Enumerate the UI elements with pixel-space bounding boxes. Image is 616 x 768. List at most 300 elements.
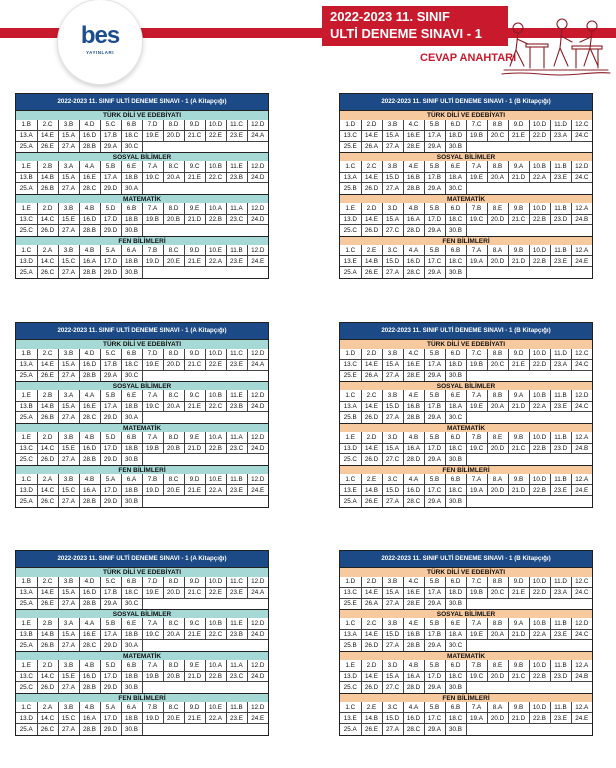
empty-cell — [529, 496, 550, 507]
answer-cell: 23.D — [550, 443, 571, 454]
answer-cell: 12.D — [247, 702, 268, 713]
answer-cell: 27.C — [382, 225, 403, 236]
answer-cell: 10.E — [205, 474, 226, 485]
answer-cell: 29.A — [424, 598, 445, 609]
answer-cell: 14.C — [37, 713, 58, 724]
answer-cell: 17.D — [100, 713, 121, 724]
answer-cell: 5.B — [424, 577, 445, 588]
answer-row — [16, 225, 268, 236]
answer-cell: 30.A — [121, 640, 142, 651]
answer-cell: 21.D — [508, 485, 529, 496]
answer-table — [16, 702, 268, 734]
answer-cell: 21.D — [184, 443, 205, 454]
answer-row — [340, 256, 592, 267]
answer-cell: 5.D — [100, 432, 121, 443]
empty-cell — [163, 370, 184, 381]
answer-row — [16, 496, 268, 507]
empty-cell — [487, 370, 508, 381]
answer-cell: 13.D — [340, 443, 361, 454]
answer-row — [16, 724, 268, 735]
title-exam-name: ULTİ DENEME SINAVI - 1 — [330, 26, 482, 41]
answer-cell: 4.C — [403, 349, 424, 360]
answer-cell: 8.B — [487, 390, 508, 401]
answer-row — [16, 660, 268, 671]
answer-cell: 24.C — [571, 130, 592, 141]
answer-cell: 25.C — [16, 225, 37, 236]
answer-cell: 7.C — [466, 577, 487, 588]
answer-cell: 15.A — [382, 587, 403, 598]
empty-cell — [205, 454, 226, 465]
empty-cell — [529, 225, 550, 236]
answer-cell: 16.A — [79, 485, 100, 496]
answer-cell: 28.E — [403, 598, 424, 609]
answer-cell: 10.D — [529, 245, 550, 256]
answer-cell: 18.B — [121, 629, 142, 640]
section-title: TÜRK DİLİ VE EDEBİYATI — [16, 110, 268, 120]
answer-cell: 6.D — [445, 660, 466, 671]
answer-cell: 3.B — [382, 120, 403, 131]
answer-cell: 25.A — [16, 141, 37, 152]
answer-table — [16, 203, 268, 235]
answer-cell: 28.B — [79, 454, 100, 465]
answer-cell: 7.C — [466, 349, 487, 360]
answer-cell: 14.E — [361, 443, 382, 454]
answer-cell: 3.B — [382, 161, 403, 172]
answer-cell: 4.B — [79, 432, 100, 443]
answer-cell: 20.C — [487, 359, 508, 370]
answer-cell: 2.D — [37, 203, 58, 214]
empty-cell — [466, 724, 487, 735]
answer-row — [16, 141, 268, 152]
empty-cell — [529, 412, 550, 423]
empty-cell — [184, 183, 205, 194]
answer-cell: 17.D — [100, 485, 121, 496]
empty-cell — [487, 496, 508, 507]
answer-cell: 4.A — [403, 702, 424, 713]
answer-cell: 18.B — [121, 256, 142, 267]
answer-cell: 2.E — [361, 245, 382, 256]
empty-cell — [550, 598, 571, 609]
answer-cell: 8.D — [163, 432, 184, 443]
answer-cell: 13.E — [340, 713, 361, 724]
answer-cell: 23.E — [226, 587, 247, 598]
answer-cell: 12.D — [247, 432, 268, 443]
answer-cell: 20.D — [487, 214, 508, 225]
answer-cell: 17.A — [100, 172, 121, 183]
answer-cell: 29.D — [100, 724, 121, 735]
answer-cell: 27.A — [382, 412, 403, 423]
answer-cell: 26.E — [361, 496, 382, 507]
answer-cell: 6.D — [445, 577, 466, 588]
answer-cell: 27.A — [382, 598, 403, 609]
answer-cell: 23.A — [550, 359, 571, 370]
answer-cell: 13.D — [340, 214, 361, 225]
answer-row — [16, 640, 268, 651]
empty-cell — [466, 412, 487, 423]
block-title: 2022-2023 11. SINIF ULTİ DENEME SINAVI - 1 (B Kitapçığı) — [340, 94, 592, 110]
empty-cell — [226, 225, 247, 236]
answer-cell: 7.B — [142, 474, 163, 485]
answer-cell: 20.B — [163, 443, 184, 454]
empty-cell — [466, 598, 487, 609]
answer-cell: 17.A — [424, 587, 445, 598]
answer-cell: 28.D — [403, 454, 424, 465]
empty-cell — [508, 496, 529, 507]
answer-cell: 26.D — [37, 682, 58, 693]
answer-cell: 5.B — [424, 245, 445, 256]
answer-cell: 24.E — [571, 713, 592, 724]
answer-cell: 10.B — [529, 161, 550, 172]
answer-cell: 12.D — [571, 618, 592, 629]
answer-cell: 22.B — [529, 485, 550, 496]
empty-cell — [205, 370, 226, 381]
answer-cell: 24.A — [247, 130, 268, 141]
answer-cell: 14.E — [37, 130, 58, 141]
answer-cell: 26.A — [361, 370, 382, 381]
answer-cell: 23.C — [226, 671, 247, 682]
answer-cell: 18.C — [445, 214, 466, 225]
answer-cell: 18.B — [121, 713, 142, 724]
section-title: TÜRK DİLİ VE EDEBİYATI — [340, 567, 592, 577]
answer-cell: 15.C — [58, 713, 79, 724]
answer-cell: 8.D — [163, 349, 184, 360]
empty-cell — [142, 267, 163, 278]
empty-cell — [487, 454, 508, 465]
answer-cell: 23.B — [226, 401, 247, 412]
answer-cell: 17.B — [424, 172, 445, 183]
answer-table — [16, 577, 268, 609]
answer-cell: 9.D — [184, 245, 205, 256]
answer-cell: 26.B — [37, 640, 58, 651]
answer-cell: 12.D — [247, 161, 268, 172]
answer-cell: 27.A — [58, 141, 79, 152]
answer-cell: 26.D — [361, 454, 382, 465]
answer-cell: 23.C — [226, 443, 247, 454]
answer-row — [16, 454, 268, 465]
empty-cell — [226, 183, 247, 194]
answer-cell: 6.B — [121, 432, 142, 443]
answer-cell: 4.A — [403, 245, 424, 256]
answer-cell: 30.C — [121, 141, 142, 152]
answer-cell: 13.D — [16, 256, 37, 267]
answer-cell: 20.D — [163, 359, 184, 370]
answer-row — [340, 618, 592, 629]
answer-row — [340, 214, 592, 225]
answer-cell: 22.B — [529, 713, 550, 724]
section-title: TÜRK DİLİ VE EDEBİYATI — [16, 567, 268, 577]
answer-cell: 12.C — [571, 577, 592, 588]
empty-cell — [466, 496, 487, 507]
empty-cell — [163, 598, 184, 609]
answer-cell: 10.B — [529, 390, 550, 401]
answer-cell: 22.B — [205, 214, 226, 225]
answer-cell: 9.D — [184, 474, 205, 485]
answer-cell: 10.B — [529, 618, 550, 629]
empty-cell — [466, 183, 487, 194]
answer-cell: 15.A — [382, 443, 403, 454]
answer-cell: 26.D — [37, 225, 58, 236]
block-title: 2022-2023 11. SINIF ULTİ DENEME SINAVI - 1 (B Kitapçığı) — [340, 551, 592, 567]
answer-cell: 23.E — [550, 485, 571, 496]
answer-cell: 17.D — [424, 443, 445, 454]
answer-cell: 4.C — [403, 120, 424, 131]
answer-cell: 9.B — [508, 432, 529, 443]
answer-cell: 29.A — [424, 454, 445, 465]
answer-cell: 20.D — [487, 713, 508, 724]
answer-row — [16, 214, 268, 225]
empty-cell — [466, 682, 487, 693]
answer-cell: 11.B — [550, 474, 571, 485]
answer-cell: 29.D — [100, 454, 121, 465]
answer-row — [340, 370, 592, 381]
answer-cell: 17.D — [424, 671, 445, 682]
answer-cell: 15.A — [58, 359, 79, 370]
answer-cell: 1.E — [16, 161, 37, 172]
answer-cell: 14.C — [37, 443, 58, 454]
answer-cell: 8.E — [487, 660, 508, 671]
empty-cell — [487, 682, 508, 693]
answer-cell: 25.B — [340, 412, 361, 423]
answer-cell: 2.C — [37, 349, 58, 360]
answer-cell: 24.D — [247, 172, 268, 183]
answer-cell: 6.D — [445, 203, 466, 214]
answer-cell: 21.C — [184, 587, 205, 598]
answer-cell: 8.A — [487, 474, 508, 485]
empty-cell — [205, 183, 226, 194]
answer-cell: 16.E — [403, 130, 424, 141]
answer-row — [340, 577, 592, 588]
answer-cell: 13.C — [340, 130, 361, 141]
answer-cell: 20.A — [163, 172, 184, 183]
empty-cell — [142, 724, 163, 735]
answer-cell: 14.E — [361, 214, 382, 225]
empty-cell — [508, 370, 529, 381]
answer-cell: 25.A — [16, 724, 37, 735]
empty-cell — [184, 640, 205, 651]
answer-cell: 22.B — [529, 443, 550, 454]
empty-cell — [247, 141, 268, 152]
answer-cell: 29.D — [100, 412, 121, 423]
answer-cell: 12.D — [571, 161, 592, 172]
answer-cell: 10.B — [205, 161, 226, 172]
answer-cell: 23.E — [226, 256, 247, 267]
answer-cell: 12.A — [571, 474, 592, 485]
answer-cell: 30.B — [121, 724, 142, 735]
answer-cell: 4.E — [403, 390, 424, 401]
empty-cell — [247, 454, 268, 465]
block-title: 2022-2023 11. SINIF ULTİ DENEME SINAVI - 1 (B Kitapçığı) — [340, 323, 592, 339]
answer-cell: 9.E — [184, 203, 205, 214]
answer-cell: 5.B — [424, 618, 445, 629]
empty-cell — [529, 141, 550, 152]
answer-cell: 1.C — [16, 245, 37, 256]
answer-cell: 8.C — [163, 390, 184, 401]
empty-cell — [163, 724, 184, 735]
answer-table — [340, 161, 592, 193]
students-illustration-icon — [500, 14, 612, 76]
empty-cell — [163, 496, 184, 507]
answer-cell: 8.B — [487, 161, 508, 172]
answer-cell: 28.B — [79, 496, 100, 507]
answer-cell: 16.E — [79, 401, 100, 412]
section-title: SOSYAL BİLİMLER — [340, 381, 592, 391]
answer-cell: 16.D — [79, 671, 100, 682]
answer-cell: 28.B — [79, 682, 100, 693]
answer-cell: 2.E — [361, 702, 382, 713]
answer-cell: 1.E — [16, 660, 37, 671]
answer-row — [16, 577, 268, 588]
answer-cell: 22.B — [529, 671, 550, 682]
answer-cell: 18.B — [121, 214, 142, 225]
answer-row — [16, 256, 268, 267]
answer-row — [16, 412, 268, 423]
answer-cell: 23.A — [550, 587, 571, 598]
answer-cell: 10.D — [205, 349, 226, 360]
answer-cell: 9.D — [508, 120, 529, 131]
answer-cell: 25.C — [16, 454, 37, 465]
answer-cell: 2.B — [37, 390, 58, 401]
answer-cell: 4.E — [403, 618, 424, 629]
answer-cell: 1.E — [16, 432, 37, 443]
empty-cell — [508, 454, 529, 465]
answer-cell: 13.C — [340, 359, 361, 370]
answer-cell: 2.D — [361, 432, 382, 443]
answer-cell: 22.C — [205, 629, 226, 640]
answer-row — [16, 245, 268, 256]
answer-cell: 6.B — [445, 474, 466, 485]
empty-cell — [487, 598, 508, 609]
answer-cell: 29.A — [424, 225, 445, 236]
empty-cell — [226, 496, 247, 507]
answer-row — [16, 629, 268, 640]
answer-cell: 30.B — [445, 267, 466, 278]
answer-cell: 19.A — [466, 713, 487, 724]
answer-cell: 13.B — [16, 629, 37, 640]
answer-cell: 18.C — [445, 671, 466, 682]
title-year-grade: 2022-2023 11. SINIF — [330, 9, 450, 24]
empty-cell — [466, 454, 487, 465]
answer-cell: 20.D — [163, 130, 184, 141]
answer-cell: 23.D — [550, 214, 571, 225]
empty-cell — [205, 682, 226, 693]
answer-row — [16, 203, 268, 214]
answer-cell: 10.D — [529, 203, 550, 214]
answer-cell: 25.C — [340, 454, 361, 465]
answer-cell: 8.D — [163, 203, 184, 214]
section-title: SOSYAL BİLİMLER — [340, 152, 592, 162]
answer-cell: 9.E — [184, 660, 205, 671]
answer-cell: 14.C — [37, 485, 58, 496]
empty-cell — [571, 496, 592, 507]
answer-row — [16, 359, 268, 370]
answer-cell: 30.B — [445, 682, 466, 693]
answer-row — [340, 474, 592, 485]
answer-cell: 4.B — [79, 203, 100, 214]
empty-cell — [205, 496, 226, 507]
answer-cell: 11.B — [226, 702, 247, 713]
answer-cell: 16.D — [79, 359, 100, 370]
answer-cell: 13.E — [340, 485, 361, 496]
section-title: FEN BİLİMLERİ — [16, 236, 268, 246]
answer-table — [340, 203, 592, 235]
answer-cell: 27.A — [382, 267, 403, 278]
answer-cell: 23.E — [550, 629, 571, 640]
answer-table — [340, 432, 592, 464]
answer-cell: 29.D — [100, 640, 121, 651]
empty-cell — [247, 412, 268, 423]
answer-cell: 29.A — [424, 370, 445, 381]
answer-cell: 30.B — [121, 225, 142, 236]
answer-cell: 25.E — [340, 598, 361, 609]
answer-cell: 13.A — [16, 130, 37, 141]
answer-cell: 2.C — [37, 577, 58, 588]
answer-cell: 10.D — [205, 120, 226, 131]
empty-cell — [247, 225, 268, 236]
answer-cell: 26.E — [37, 598, 58, 609]
answer-cell: 22.A — [205, 713, 226, 724]
answer-cell: 14.E — [361, 629, 382, 640]
answer-cell: 24.D — [247, 443, 268, 454]
empty-cell — [571, 598, 592, 609]
answer-cell: 15.A — [58, 172, 79, 183]
answer-cell: 17.C — [424, 713, 445, 724]
empty-cell — [247, 682, 268, 693]
answer-cell: 23.C — [226, 214, 247, 225]
empty-cell — [466, 640, 487, 651]
answer-cell: 7.B — [466, 203, 487, 214]
logo-subtitle: YAYINLARI — [86, 50, 114, 55]
answer-row — [340, 587, 592, 598]
answer-cell: 14.C — [37, 256, 58, 267]
answer-row — [340, 172, 592, 183]
answer-cell: 8.C — [163, 245, 184, 256]
answer-cell: 28.B — [79, 225, 100, 236]
answer-cell: 12.D — [247, 349, 268, 360]
answer-cell: 27.A — [382, 640, 403, 651]
answer-cell: 27.A — [58, 724, 79, 735]
answer-row — [340, 629, 592, 640]
answer-cell: 16.E — [79, 172, 100, 183]
answer-row — [16, 713, 268, 724]
answer-cell: 25.A — [16, 496, 37, 507]
answer-cell: 21.E — [508, 587, 529, 598]
answer-cell: 15.E — [58, 671, 79, 682]
answer-cell: 21.E — [184, 629, 205, 640]
answer-cell: 13.B — [16, 172, 37, 183]
answer-cell: 27.A — [58, 598, 79, 609]
answer-cell: 22.B — [529, 256, 550, 267]
answer-cell: 6.D — [445, 432, 466, 443]
answer-cell: 28.C — [403, 724, 424, 735]
empty-cell — [247, 724, 268, 735]
answer-cell: 27.A — [58, 370, 79, 381]
answer-cell: 16.A — [403, 214, 424, 225]
answer-cell: 1.C — [340, 474, 361, 485]
answer-cell: 21.D — [508, 256, 529, 267]
answer-cell: 16.A — [79, 256, 100, 267]
empty-cell — [529, 640, 550, 651]
answer-cell: 30.B — [445, 598, 466, 609]
answer-cell: 15.C — [58, 485, 79, 496]
answer-cell: 20.C — [487, 587, 508, 598]
answer-cell: 19.E — [466, 401, 487, 412]
block-title: 2022-2023 11. SINIF ULTİ DENEME SINAVI - 1 (A Kitapçığı) — [16, 551, 268, 567]
answer-cell: 8.C — [163, 474, 184, 485]
answer-row — [16, 432, 268, 443]
answer-cell: 18.B — [121, 671, 142, 682]
answer-row — [340, 496, 592, 507]
answer-cell: 19.B — [142, 671, 163, 682]
